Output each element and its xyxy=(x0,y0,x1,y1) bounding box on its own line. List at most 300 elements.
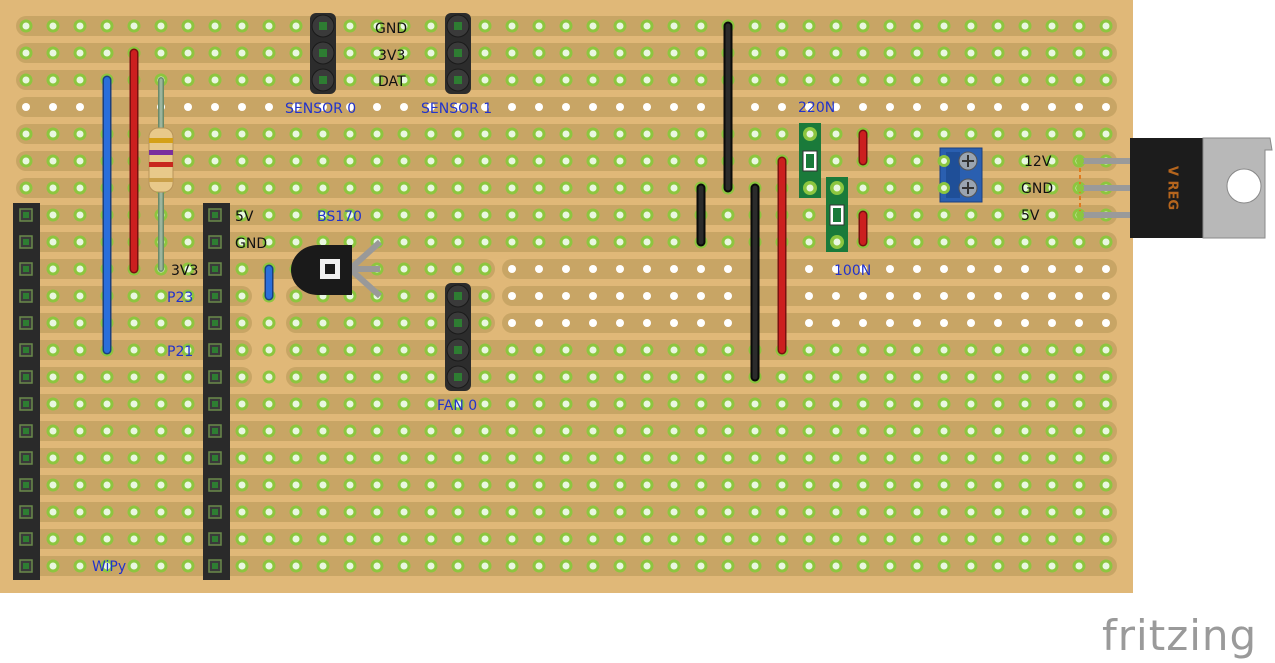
hole xyxy=(860,455,867,462)
hole xyxy=(536,401,543,408)
wipy-pin-core xyxy=(212,293,218,299)
capacitor-220n-label: 220N xyxy=(798,100,836,116)
hole xyxy=(266,482,273,489)
hole xyxy=(509,131,516,138)
hole xyxy=(131,374,138,381)
hole xyxy=(914,158,921,165)
hole xyxy=(752,77,759,84)
hole xyxy=(482,212,489,219)
hole xyxy=(77,239,84,246)
hole xyxy=(941,509,948,516)
hole xyxy=(671,401,678,408)
hole xyxy=(1103,482,1110,489)
hole xyxy=(805,319,813,327)
hole xyxy=(482,320,489,327)
hole xyxy=(266,212,273,219)
hole xyxy=(1076,50,1083,57)
hole xyxy=(994,292,1002,300)
hole xyxy=(320,536,327,543)
sensor-pin-label-gnd: GND xyxy=(375,21,408,37)
hole xyxy=(833,536,840,543)
hole xyxy=(617,482,624,489)
hole xyxy=(347,374,354,381)
hole xyxy=(77,428,84,435)
hole xyxy=(941,239,948,246)
hole xyxy=(158,563,165,570)
hole xyxy=(968,455,975,462)
hole xyxy=(239,536,246,543)
hole xyxy=(1103,239,1110,246)
hole xyxy=(670,265,678,273)
hole xyxy=(644,50,651,57)
hole xyxy=(1021,319,1029,327)
wipy-pin-core xyxy=(23,428,29,434)
hole xyxy=(482,77,489,84)
hole xyxy=(50,239,57,246)
hole xyxy=(698,455,705,462)
wipy-pin-core xyxy=(212,212,218,218)
hole xyxy=(779,563,786,570)
hole xyxy=(239,482,246,489)
hole xyxy=(158,320,165,327)
hole xyxy=(833,77,840,84)
hole xyxy=(1021,103,1029,111)
hole xyxy=(995,131,1002,138)
hole xyxy=(698,158,705,165)
hole xyxy=(1049,563,1056,570)
hole xyxy=(752,536,759,543)
hole xyxy=(671,158,678,165)
wipy-pin-core xyxy=(212,239,218,245)
hole xyxy=(320,428,327,435)
hole xyxy=(23,50,30,57)
hole xyxy=(50,23,57,30)
hole xyxy=(1022,428,1029,435)
hole xyxy=(374,212,381,219)
hole xyxy=(536,455,543,462)
hole xyxy=(643,265,651,273)
hole xyxy=(50,428,57,435)
hole xyxy=(806,563,813,570)
hole xyxy=(77,482,84,489)
hole xyxy=(347,77,354,84)
hole xyxy=(293,131,300,138)
hole xyxy=(671,131,678,138)
hole xyxy=(1022,239,1029,246)
hole xyxy=(644,131,651,138)
hole xyxy=(617,536,624,543)
hole xyxy=(1103,428,1110,435)
hole xyxy=(239,293,246,300)
hole xyxy=(671,23,678,30)
hole xyxy=(509,239,516,246)
hole xyxy=(968,239,975,246)
hole xyxy=(859,319,867,327)
sensor1-label: SENSOR 1 xyxy=(421,101,493,117)
resistor[interactable] xyxy=(149,128,173,192)
hole xyxy=(535,319,543,327)
hole xyxy=(1076,509,1083,516)
hole xyxy=(428,482,435,489)
hole xyxy=(1075,103,1083,111)
hole xyxy=(994,265,1002,273)
hole xyxy=(1103,536,1110,543)
hole xyxy=(347,455,354,462)
hole xyxy=(131,536,138,543)
hole xyxy=(1022,482,1029,489)
hole xyxy=(914,401,921,408)
hole xyxy=(941,77,948,84)
hole xyxy=(347,185,354,192)
hole xyxy=(536,428,543,435)
hole xyxy=(671,239,678,246)
hole xyxy=(563,347,570,354)
hole xyxy=(77,455,84,462)
hole xyxy=(833,158,840,165)
hole xyxy=(590,158,597,165)
hole xyxy=(995,563,1002,570)
hole xyxy=(671,455,678,462)
hole xyxy=(671,347,678,354)
hole xyxy=(293,347,300,354)
hole xyxy=(401,347,408,354)
copper-strip xyxy=(16,259,495,279)
hole xyxy=(158,293,165,300)
hole xyxy=(131,482,138,489)
hole xyxy=(833,347,840,354)
hole xyxy=(50,536,57,543)
hole xyxy=(401,158,408,165)
hole xyxy=(562,103,570,111)
power-terminal-block[interactable] xyxy=(938,148,982,202)
hole xyxy=(860,77,867,84)
hole xyxy=(589,265,597,273)
hole xyxy=(590,563,597,570)
hole xyxy=(482,455,489,462)
hole xyxy=(724,319,732,327)
hole xyxy=(563,77,570,84)
hole xyxy=(320,374,327,381)
hole xyxy=(536,347,543,354)
hole xyxy=(805,265,813,273)
hole xyxy=(185,77,192,84)
hole xyxy=(779,374,786,381)
hole xyxy=(616,319,624,327)
hole xyxy=(428,131,435,138)
hole xyxy=(374,374,381,381)
hole xyxy=(995,185,1002,192)
hole xyxy=(590,77,597,84)
hole xyxy=(347,347,354,354)
hole xyxy=(266,23,273,30)
hole xyxy=(833,509,840,516)
hole xyxy=(886,103,894,111)
hole xyxy=(563,401,570,408)
hole xyxy=(482,131,489,138)
hole xyxy=(697,292,705,300)
hole xyxy=(293,77,300,84)
hole xyxy=(428,320,435,327)
hole xyxy=(887,77,894,84)
hole xyxy=(860,563,867,570)
hole xyxy=(914,185,921,192)
hole xyxy=(1049,50,1056,57)
hole xyxy=(1076,428,1083,435)
hole xyxy=(104,536,111,543)
hole xyxy=(347,536,354,543)
hole xyxy=(671,536,678,543)
hole xyxy=(643,292,651,300)
wipy-pin-core xyxy=(23,455,29,461)
hole xyxy=(347,50,354,57)
hole xyxy=(698,401,705,408)
hole xyxy=(293,563,300,570)
hole xyxy=(941,131,948,138)
hole xyxy=(725,563,732,570)
hole xyxy=(995,347,1002,354)
wipy-pin-core xyxy=(212,320,218,326)
hole xyxy=(1022,23,1029,30)
hole xyxy=(293,401,300,408)
hole xyxy=(779,77,786,84)
hole xyxy=(725,347,732,354)
hole xyxy=(914,563,921,570)
hole xyxy=(752,131,759,138)
hole xyxy=(1049,77,1056,84)
hole xyxy=(887,536,894,543)
hole xyxy=(293,428,300,435)
hole xyxy=(590,131,597,138)
hole xyxy=(266,185,273,192)
hole xyxy=(752,509,759,516)
hole xyxy=(185,536,192,543)
hole xyxy=(49,103,57,111)
hole xyxy=(644,455,651,462)
hole xyxy=(320,320,327,327)
hole xyxy=(779,482,786,489)
hole xyxy=(455,131,462,138)
hole xyxy=(509,374,516,381)
power-pin-label-gnd: GND xyxy=(1021,181,1054,197)
hole xyxy=(806,401,813,408)
hole xyxy=(617,131,624,138)
hole xyxy=(995,536,1002,543)
hole xyxy=(968,482,975,489)
hole xyxy=(455,212,462,219)
hole xyxy=(1102,103,1110,111)
hole xyxy=(725,482,732,489)
hole xyxy=(698,509,705,516)
hole xyxy=(698,77,705,84)
hole xyxy=(374,563,381,570)
hole xyxy=(779,401,786,408)
hole xyxy=(185,50,192,57)
wipy-pin-label-gnd: GND xyxy=(235,236,268,252)
capacitor-100n-label: 100N xyxy=(834,263,872,279)
hole xyxy=(914,131,921,138)
hole xyxy=(940,103,948,111)
hole xyxy=(644,185,651,192)
hole xyxy=(589,103,597,111)
hole xyxy=(995,158,1002,165)
hole xyxy=(50,50,57,57)
hole xyxy=(860,374,867,381)
hole xyxy=(1102,319,1110,327)
power-pin-label-12v: 12V xyxy=(1024,154,1052,170)
hole xyxy=(1103,509,1110,516)
hole xyxy=(428,536,435,543)
hole xyxy=(914,77,921,84)
hole xyxy=(833,401,840,408)
hole xyxy=(239,347,246,354)
hole xyxy=(212,50,219,57)
hole xyxy=(860,509,867,516)
hole xyxy=(1049,212,1056,219)
hole xyxy=(509,23,516,30)
hole xyxy=(563,158,570,165)
hole xyxy=(374,428,381,435)
hole xyxy=(563,131,570,138)
hole xyxy=(563,212,570,219)
hole xyxy=(104,509,111,516)
hole xyxy=(239,374,246,381)
wipy-pin-core xyxy=(23,401,29,407)
hole xyxy=(158,536,165,543)
hole xyxy=(158,455,165,462)
hole xyxy=(725,428,732,435)
hole xyxy=(1103,374,1110,381)
hole xyxy=(1076,374,1083,381)
hole xyxy=(1049,509,1056,516)
hole xyxy=(1022,536,1029,543)
hole xyxy=(995,374,1002,381)
hole xyxy=(104,401,111,408)
hole xyxy=(401,266,408,273)
hole xyxy=(967,319,975,327)
hole xyxy=(968,50,975,57)
hole xyxy=(482,509,489,516)
hole xyxy=(239,50,246,57)
fan0-header-pin-core xyxy=(454,292,462,300)
hole xyxy=(185,455,192,462)
hole xyxy=(887,239,894,246)
hole xyxy=(320,482,327,489)
hole xyxy=(320,347,327,354)
hole xyxy=(77,131,84,138)
hole xyxy=(482,347,489,354)
hole xyxy=(940,319,948,327)
capacitor-220n[interactable] xyxy=(799,123,821,198)
hole xyxy=(50,77,57,84)
hole xyxy=(752,428,759,435)
hole xyxy=(616,292,624,300)
hole xyxy=(860,536,867,543)
hole xyxy=(185,239,192,246)
hole xyxy=(77,185,84,192)
hole xyxy=(914,212,921,219)
hole xyxy=(293,50,300,57)
hole xyxy=(1076,77,1083,84)
hole xyxy=(887,212,894,219)
hole xyxy=(1049,482,1056,489)
hole xyxy=(509,50,516,57)
hole xyxy=(806,239,813,246)
hole xyxy=(185,212,192,219)
wipy-pin-core xyxy=(23,563,29,569)
hole xyxy=(347,509,354,516)
hole xyxy=(509,401,516,408)
hole xyxy=(320,401,327,408)
hole xyxy=(1075,319,1083,327)
hole xyxy=(644,401,651,408)
hole xyxy=(779,23,786,30)
hole xyxy=(644,347,651,354)
hole xyxy=(806,77,813,84)
hole xyxy=(374,536,381,543)
hole xyxy=(320,509,327,516)
hole xyxy=(1076,455,1083,462)
hole xyxy=(158,401,165,408)
capacitor-100n[interactable] xyxy=(826,177,848,252)
hole xyxy=(698,428,705,435)
hole xyxy=(158,50,165,57)
hole xyxy=(967,292,975,300)
wipy-pin-core xyxy=(212,428,218,434)
hole xyxy=(131,563,138,570)
hole xyxy=(131,455,138,462)
hole xyxy=(671,185,678,192)
hole xyxy=(347,239,354,246)
hole xyxy=(401,401,408,408)
hole xyxy=(428,401,435,408)
sensor-pin-label-dat: DAT xyxy=(378,74,406,90)
hole xyxy=(509,509,516,516)
hole xyxy=(320,158,327,165)
hole xyxy=(860,50,867,57)
hole xyxy=(563,50,570,57)
hole xyxy=(347,23,354,30)
hole xyxy=(670,103,678,111)
hole xyxy=(320,185,327,192)
hole xyxy=(536,374,543,381)
hole xyxy=(617,428,624,435)
hole xyxy=(617,509,624,516)
hole xyxy=(914,455,921,462)
hole xyxy=(887,401,894,408)
transistor-bs170[interactable] xyxy=(291,242,380,296)
hole xyxy=(428,212,435,219)
hole xyxy=(833,482,840,489)
hole xyxy=(914,482,921,489)
sensor0-header-pin-core xyxy=(319,76,327,84)
hole xyxy=(455,536,462,543)
sensor-pin-label-3v3: 3V3 xyxy=(378,48,406,64)
hole xyxy=(698,23,705,30)
hole xyxy=(562,292,570,300)
hole xyxy=(23,23,30,30)
hole xyxy=(131,347,138,354)
hole xyxy=(347,320,354,327)
hole xyxy=(185,158,192,165)
hole xyxy=(832,292,840,300)
hole xyxy=(238,103,246,111)
hole xyxy=(806,347,813,354)
hole xyxy=(806,428,813,435)
hole xyxy=(994,319,1002,327)
hole xyxy=(617,185,624,192)
hole xyxy=(455,239,462,246)
hole xyxy=(644,212,651,219)
